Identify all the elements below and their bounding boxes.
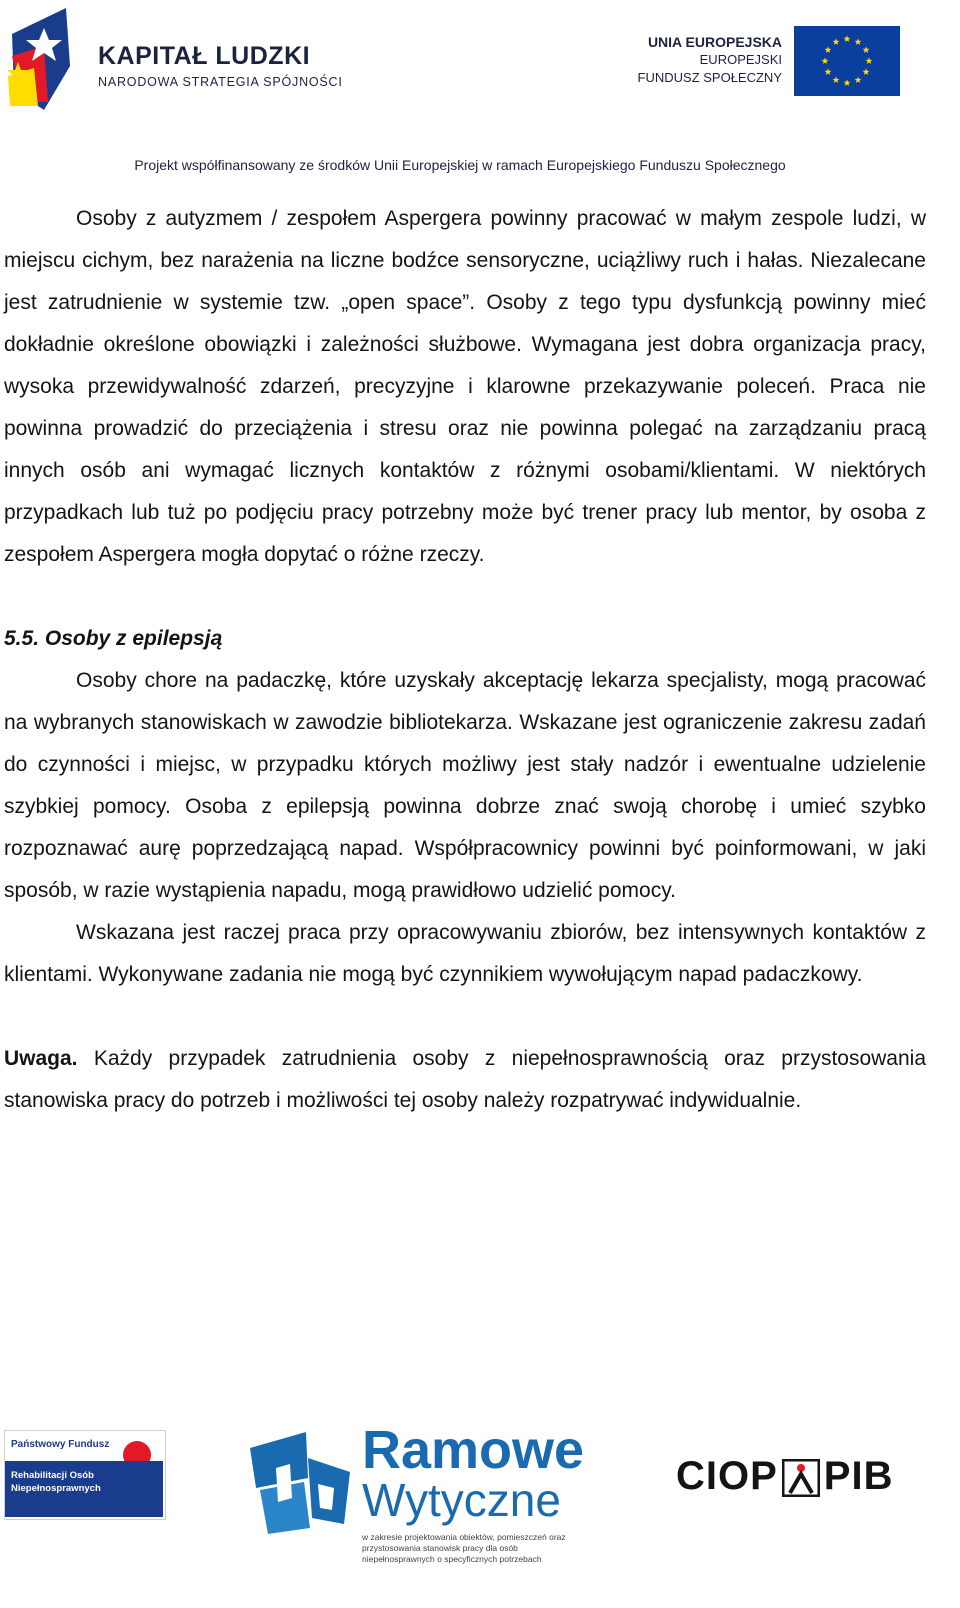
paragraph-epilepsy-2: Wskazana jest raczej praca przy opracowywaniu zbiorów, bez intensywnych kontaktów z klientami. Wykonywane zadania nie mogą być czynnikiem wywołującym napad padaczkowy. [4, 921, 926, 986]
funding-note: Projekt współfinansowany ze środków Unii Europejskiej w ramach Europejskiego Funduszu Społecznego [134, 157, 786, 173]
document-body [4, 198, 926, 1122]
person-pictogram-icon [782, 1459, 820, 1497]
ramowe-title: Ramowe [362, 1420, 585, 1480]
kapital-ludzki-subtitle: NARODOWA STRATEGIA SPÓJNOŚCI [98, 75, 343, 89]
efs-label-1: EUROPEJSKI [699, 52, 782, 67]
page-footer [0, 1410, 960, 1608]
ramowe-wytyczne-note: w zakresie projektowania obiektów, pomieszczeń oraz przystosowania stanowisk pracy dla osób niepełnosprawnych o specyficznych potrzebach [362, 1532, 566, 1564]
efs-label-2: FUNDUSZ SPOŁECZNY [637, 70, 782, 85]
note-label: Uwaga. [4, 1047, 78, 1070]
pfron-line-2: Rehabilitacji Osób [11, 1470, 94, 1481]
ciop-pib-logo [676, 1454, 893, 1499]
ciop-text: CIOP [676, 1454, 778, 1498]
wytyczne-title: Wytyczne [362, 1474, 561, 1526]
paragraph-note [4, 1038, 926, 1122]
kapital-ludzki-title: KAPITAŁ LUDZKI [98, 42, 311, 70]
pfron-logo [4, 1430, 166, 1520]
ue-label: UNIA EUROPEJSKA [647, 34, 782, 50]
pfron-line-1: Państwowy Fundusz [11, 1439, 110, 1450]
kapital-ludzki-logo [4, 6, 74, 116]
paragraph-epilepsy-1: Osoby chore na padaczkę, które uzyskały akceptację lekarza specjalisty, mogą pracować na wybranych stanowiskach w zawodzie bibliotekarza. Wskazane jest ograniczenie zakresu zadań do czynności i miejsc, w przypadku których możliwy jest stały nadzór i ewentualne udzielenie szybkiej pomocy. Osoba z epilepsją powinna dobrze znać swoją chorobę i umieć szybko rozpoznawać aurę poprzedzającą napad. Współpracownicy powinni być poinformowani, w jaki sposób, w razie wystąpienia napadu, mogą prawidłowo udzielić pomocy. [4, 669, 926, 902]
pfron-line-3: Niepełnosprawnych [11, 1483, 101, 1494]
paragraph-autism: Osoby z autyzmem / zespołem Aspergera powinny pracować w małym zespole ludzi, w miejscu cichym, bez narażenia na liczne bodźce sensoryczne, uciążliwy ruch i hałas. Niezalecane jest zatrudnienie w systemie tzw. „open space”. Osoby z tego typu dysfunkcją powinny mieć dokładnie określone obowiązki i zależności służbowe. Wymagana jest dobra organizacja pracy, wysoka przewidywalność zdarzeń, precyzyjne i klarowne przekazywanie poleceń. Praca nie powinna prowadzić do przeciążenia i stresu oraz nie powinna polegać na zarządzaniu pracą innych osób ani wymagać licznych kontaktów z różnymi osobami/klientami. W niektórych przypadkach lub tuż po podjęciu pracy potrzebny może być trener pracy lub mentor, by osoba z zespołem Aspergera mogła dopytać o różne rzeczy. [4, 207, 926, 566]
section-heading-epilepsy: 5.5. Osoby z epilepsją [4, 627, 223, 650]
ramowe-wytyczne-logo-icon [246, 1428, 356, 1538]
page-header [0, 0, 960, 190]
eu-flag-icon [794, 26, 900, 96]
note-text: Każdy przypadek zatrudnienia osoby z niepełnosprawnością oraz przystosowania stanowiska pracy do potrzeb i możliwości tej osoby należy rozpatrywać indywidualnie. [4, 1047, 926, 1112]
pib-text: PIB [823, 1454, 894, 1498]
